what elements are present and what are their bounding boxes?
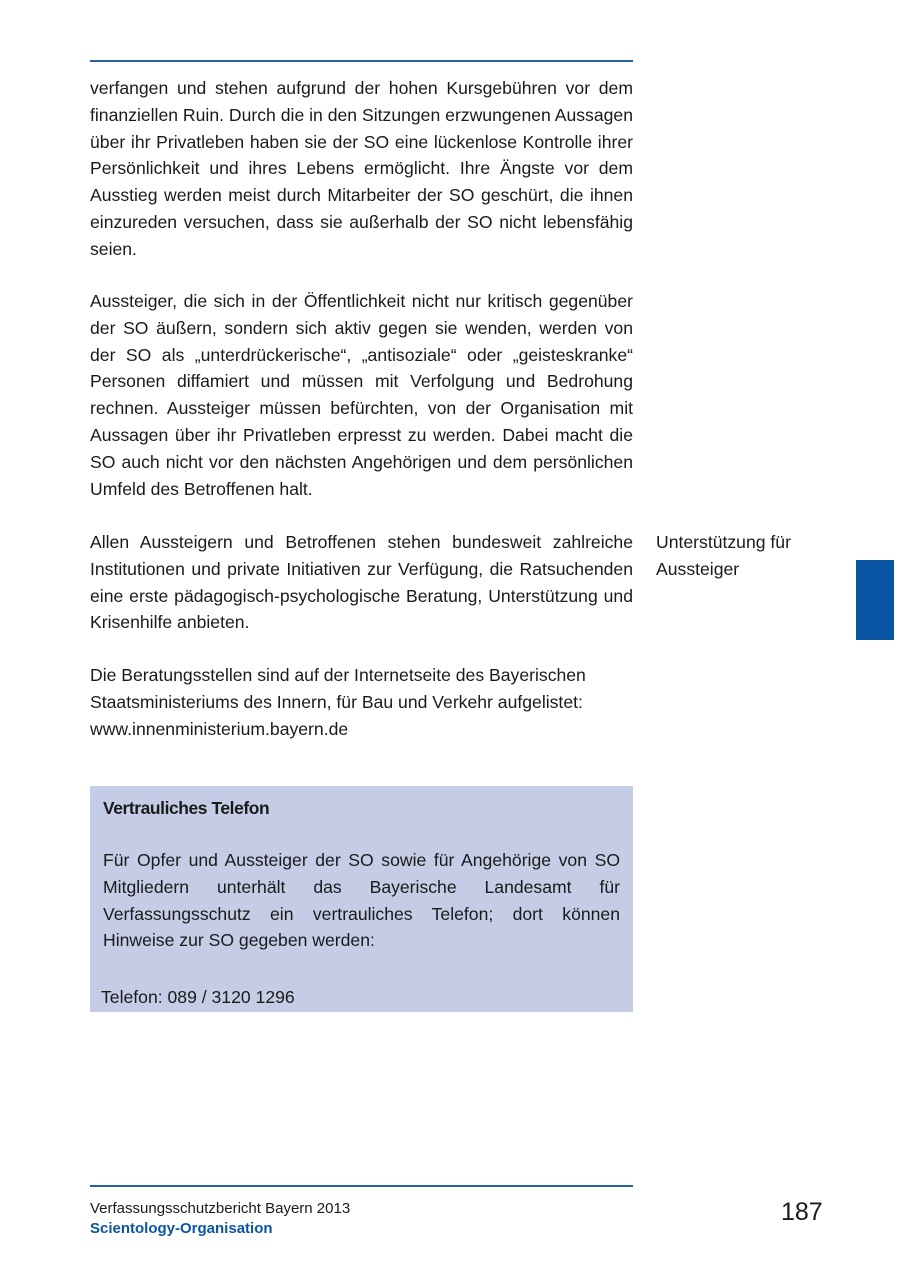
paragraph-4-line-1: Die Beratungsstellen sind auf der Internetseite des Bayerischen xyxy=(90,665,586,685)
body-paragraph-2: Aussteiger, die sich in der Öffentlichkeit nicht nur kritisch gegenüber der SO äußern, sondern sich aktiv gegen sie wenden, werden von der SO als „unterdrückerische“, „antisoziale“ oder „geisteskranke“ Personen diffamiert und müssen mit Verfolgung und Bedrohung rechnen. Aussteiger müssen befürchten, von der Organisation mit Aussagen über ihr Privatleben erpresst zu werden. Dabei macht die SO auch nicht vor den nächsten Angehörigen und dem persönlichen Umfeld des Betroffenen halt. xyxy=(90,291,633,499)
page-number: 187 xyxy=(781,1198,823,1226)
ministry-website-link[interactable]: www.innenministerium.bayern.de xyxy=(90,718,349,739)
infobox-text: Für Opfer und Aussteiger der SO sowie für Angehörige von SO Mitgliedern unterhält das Bayerische Landesamt für Verfassungsschutz ein vertrauliches Telefon; dort können Hinweise zur SO gegeben werden: xyxy=(103,850,620,951)
paragraph-4-line-2: Staatsministeriums des Innern, für Bau und Verkehr aufgelistet: xyxy=(90,691,583,712)
body-paragraph-3: Allen Aussteigern und Betroffenen stehen bundesweit zahlreiche Institutionen und private Initiativen zur Verfügung, die Ratsuchenden eine erste pädagogisch-psychologische Beratung, Unterstützung und Krisenhilfe anbieten. xyxy=(90,532,633,633)
footer-report-title: Verfassungsschutzbericht Bayern 2013 xyxy=(90,1200,351,1217)
margin-note xyxy=(656,529,826,583)
confidential-phone-box xyxy=(90,786,633,1012)
infobox-phone: Telefon: 089 / 3120 1296 xyxy=(101,987,295,1008)
margin-note-line-1: Unterstützung für xyxy=(656,532,791,552)
chapter-tab-marker xyxy=(856,560,894,640)
footer-section-title: Scientology-Organisation xyxy=(90,1220,273,1237)
infobox-title: Vertrauliches Telefon xyxy=(103,798,270,818)
footer-divider xyxy=(90,1185,633,1187)
body-paragraph-4 xyxy=(90,662,633,742)
body-paragraph-1: verfangen und stehen aufgrund der hohen Kursgebühren vor dem finanziellen Ruin. Durch die in den Sitzungen erzwungenen Aussagen über ihr Privatleben haben sie der SO eine lückenlose Kontrolle ihrer Persönlichkeit und ihres Lebens ermöglicht. Ihre Ängste vor dem Ausstieg werden meist durch Mitarbeiter der SO geschürt, die ihnen einzureden versuchen, dass sie außerhalb der SO nicht lebensfähig seien. xyxy=(90,78,633,259)
top-divider xyxy=(90,60,633,62)
margin-note-line-2: Aussteiger xyxy=(656,558,740,579)
